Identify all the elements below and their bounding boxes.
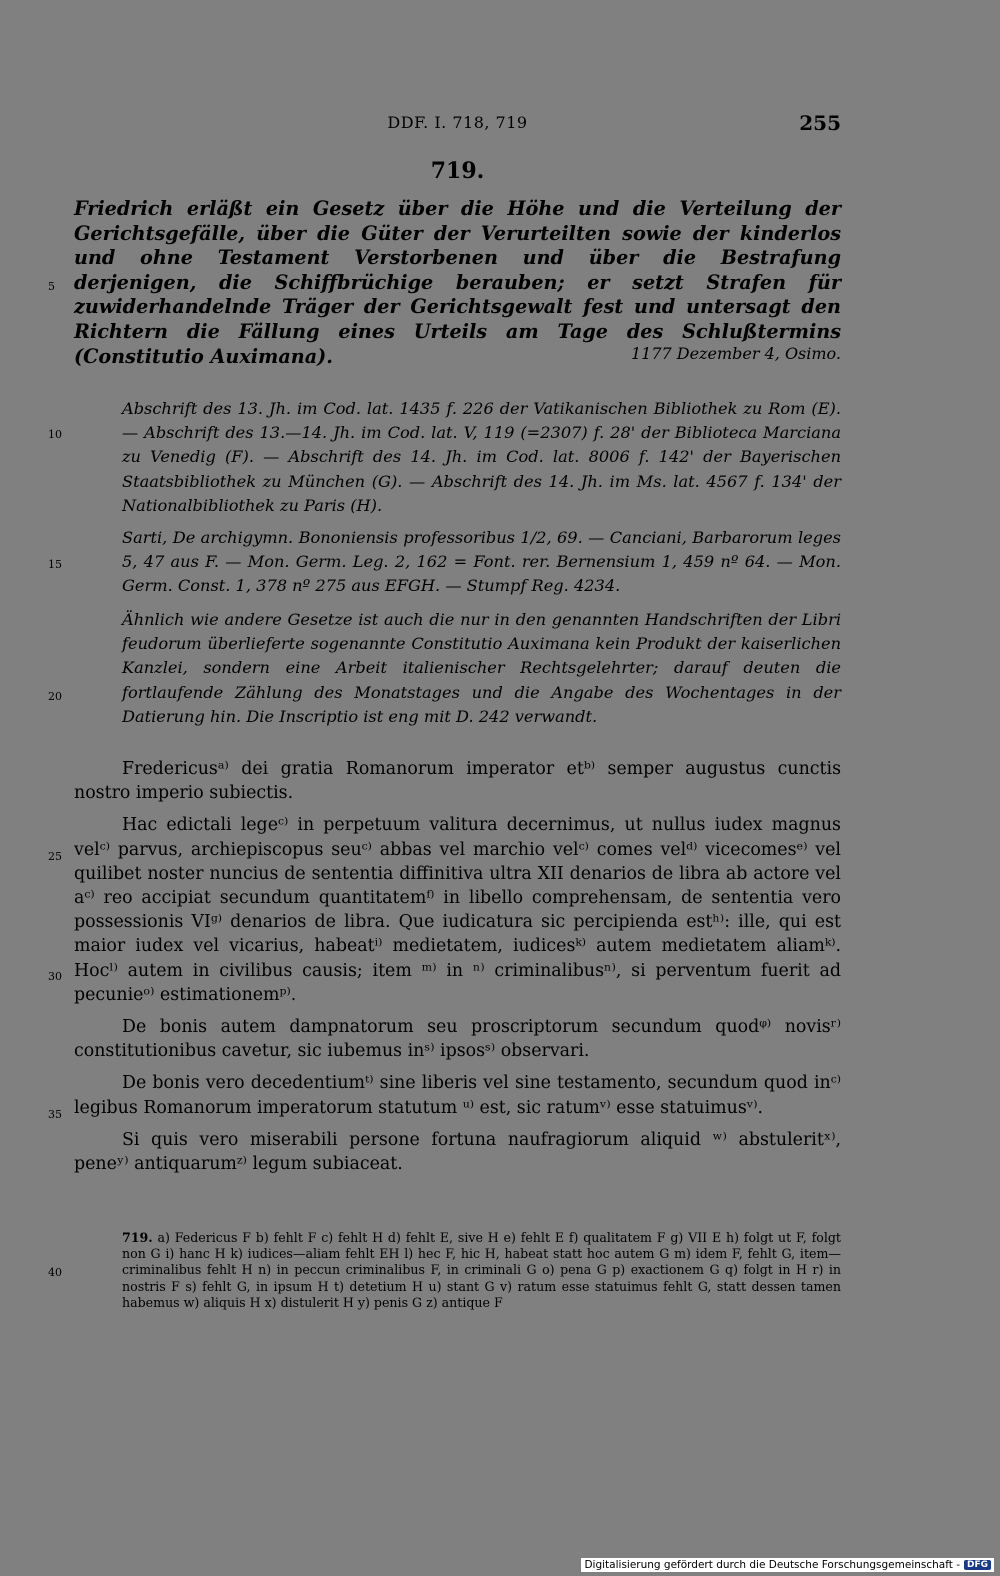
commentary-note: Ähnlich wie andere Gesetze ist auch die nur in den genannten Handschriften der Libri feudorum überlieferte sogenannte Constitutio Auximana kein Produkt der kaiserlichen Kanzlei, sondern eine Arbeit italienischer Rechtsgelehrter; darauf deuten die fortlaufende Zählung des Monatstages und die Angabe des Wochentages in der Datierung hin. Die Inscriptio ist eng mit D. 242 verwandt. [122, 610, 841, 726]
line-number: 30 [48, 970, 62, 983]
document-number: 719. [430, 158, 485, 184]
text-paragraph: Si quis vero miserabili persone fortuna naufragiorum aliquid ʷ⁾ abstuleritˣ⁾, peneʸ⁾ antiquarumᶻ⁾ legum subiaceat. [74, 1129, 841, 1175]
line-number: 10 [48, 428, 62, 441]
text-paragraph: De bonis vero decedentiumᵗ⁾ sine liberis vel sine testamento, secundum quod inᶜ⁾ legibus Romanorum imperatorum statutum ᵘ⁾ est, sic ratumᵛ⁾ esse statuimusᵛ⁾. [74, 1073, 841, 1118]
text-paragraph: Fredericusᵃ⁾ dei gratia Romanorum imperator etᵇ⁾ semper augustus cunctis nostro imperio subiectis. [74, 759, 841, 804]
line-number: 20 [48, 690, 62, 703]
digitization-footer [581, 1558, 994, 1572]
line-number: 15 [48, 558, 62, 571]
footer-text: Digitalisierung gefördert durch die Deutsche Forschungsgemeinschaft - [584, 1559, 960, 1571]
running-header [74, 113, 841, 137]
text-paragraph: Hac edictali legeᶜ⁾ in perpetuum valitura decernimus, ut nullus iudex magnus velᶜ⁾ parvus, archiepiscopus seuᶜ⁾ abbas vel marchio velᶜ⁾ comes velᵈ⁾ vicecomesᵉ⁾ vel quilibet noster nuncius de sententia diffinitiva ultra XII denarios de libra ab actore vel aᶜ⁾ reo accipiat secundum quantitatemᶠ⁾ in libello comprehensam, de sententia vero possessionis VIᵍ⁾ denarios de libra. Que iudicatura sic percipienda estʰ⁾: ille, qui est maior iudex vel vicarius, habeatⁱ⁾ medietatem, iudicesᵏ⁾ autem medietatem aliamᵏ⁾. Hocˡ⁾ autem in civilibus causis; item ᵐ⁾ in ⁿ⁾ criminalibusⁿ⁾, si perventum fuerit ad pecunieᵒ⁾ estimationemᵖ⁾. [74, 815, 841, 1005]
editions-note: Sarti, De archigymn. Bononiensis professoribus 1/2, 69. — Canciani, Barbarorum leges 5, 47 aus F. — Mon. Germ. Leg. 2, 162 = Font. rer. Bernensium 1, 459 nº 64. — Mon. Germ. Const. 1, 378 nº 275 aus EFGH. — Stumpf Reg. 4234. [122, 528, 841, 596]
manuscript-note: Abschrift des 13. Jh. im Cod. lat. 1435 f. 226 der Vatikanischen Bibliothek zu Rom (E). — Abschrift des 13.—14. Jh. im Cod. lat. V, 119 (=2307) f. 28' der Biblioteca Marciana zu Venedig (F). — Abschrift des 14. Jh. im Cod. lat. 8006 f. 142' der Bayerischen Staatsbibliothek zu München (G). — Abschrift des 14. Jh. im Ms. lat. 4567 f. 134' der Nationalbibliothek zu Paris (H). [122, 399, 841, 515]
critical-apparatus [122, 1230, 841, 1311]
page-number: 255 [799, 111, 841, 135]
apparatus-entries: a) Federicus F b) fehlt F c) fehlt H d) fehlt E, sive H e) fehlt E f) qualitatem F g) VII E h) folgt ut F, folgt non G i) hanc H k) iudices—aliam fehlt EH l) hec F, hic H, habeat statt hoc autem G m) idem F, fehlt G, item—criminalibus fehlt H n) in peccun criminalibus F, in criminali G o) pena G p) exactionem G q) folgt in H r) in nostris F s) fehlt G, in ipsum H t) detetium H u) stant G v) ratum esse statuimus fehlt G, statt dessen tamen habemus w) aliquis H x) distulerit H y) penis G z) antique F [122, 1230, 841, 1310]
dfg-logo: DFG [964, 1560, 991, 1570]
apparatus-label: 719. [122, 1230, 153, 1245]
line-number: 35 [48, 1108, 62, 1121]
text-paragraph: De bonis autem dampnatorum seu proscriptorum secundum quodᵠ⁾ novisʳ⁾ constitutionibus cavetur, sic iubemus inˢ⁾ ipsosˢ⁾ observari. [74, 1017, 841, 1062]
main-text [74, 757, 841, 1184]
line-number: 25 [48, 850, 62, 863]
line-number: 40 [48, 1266, 62, 1279]
line-number: 5 [48, 280, 55, 293]
document-date: 1177 Dezember 4, Osimo. [630, 344, 841, 363]
regest: Friedrich erläßt ein Gesetz über die Höhe und die Verteilung der Gerichtsgefälle, über die Güter der Verurteilten sowie der kinderlos und ohne Testament Verstorbenen und über die Bestrafung derjenigen, die Schiffbrüchige berauben; er setzt Strafen für zuwiderhandelnde Träger der Gerichtsgewalt fest und untersagt den Richtern die Fällung eines Urteils am Tage des Schlußtermins (Constitutio Auximana). [74, 197, 841, 368]
running-title: DDF. I. 718, 719 [387, 113, 528, 132]
